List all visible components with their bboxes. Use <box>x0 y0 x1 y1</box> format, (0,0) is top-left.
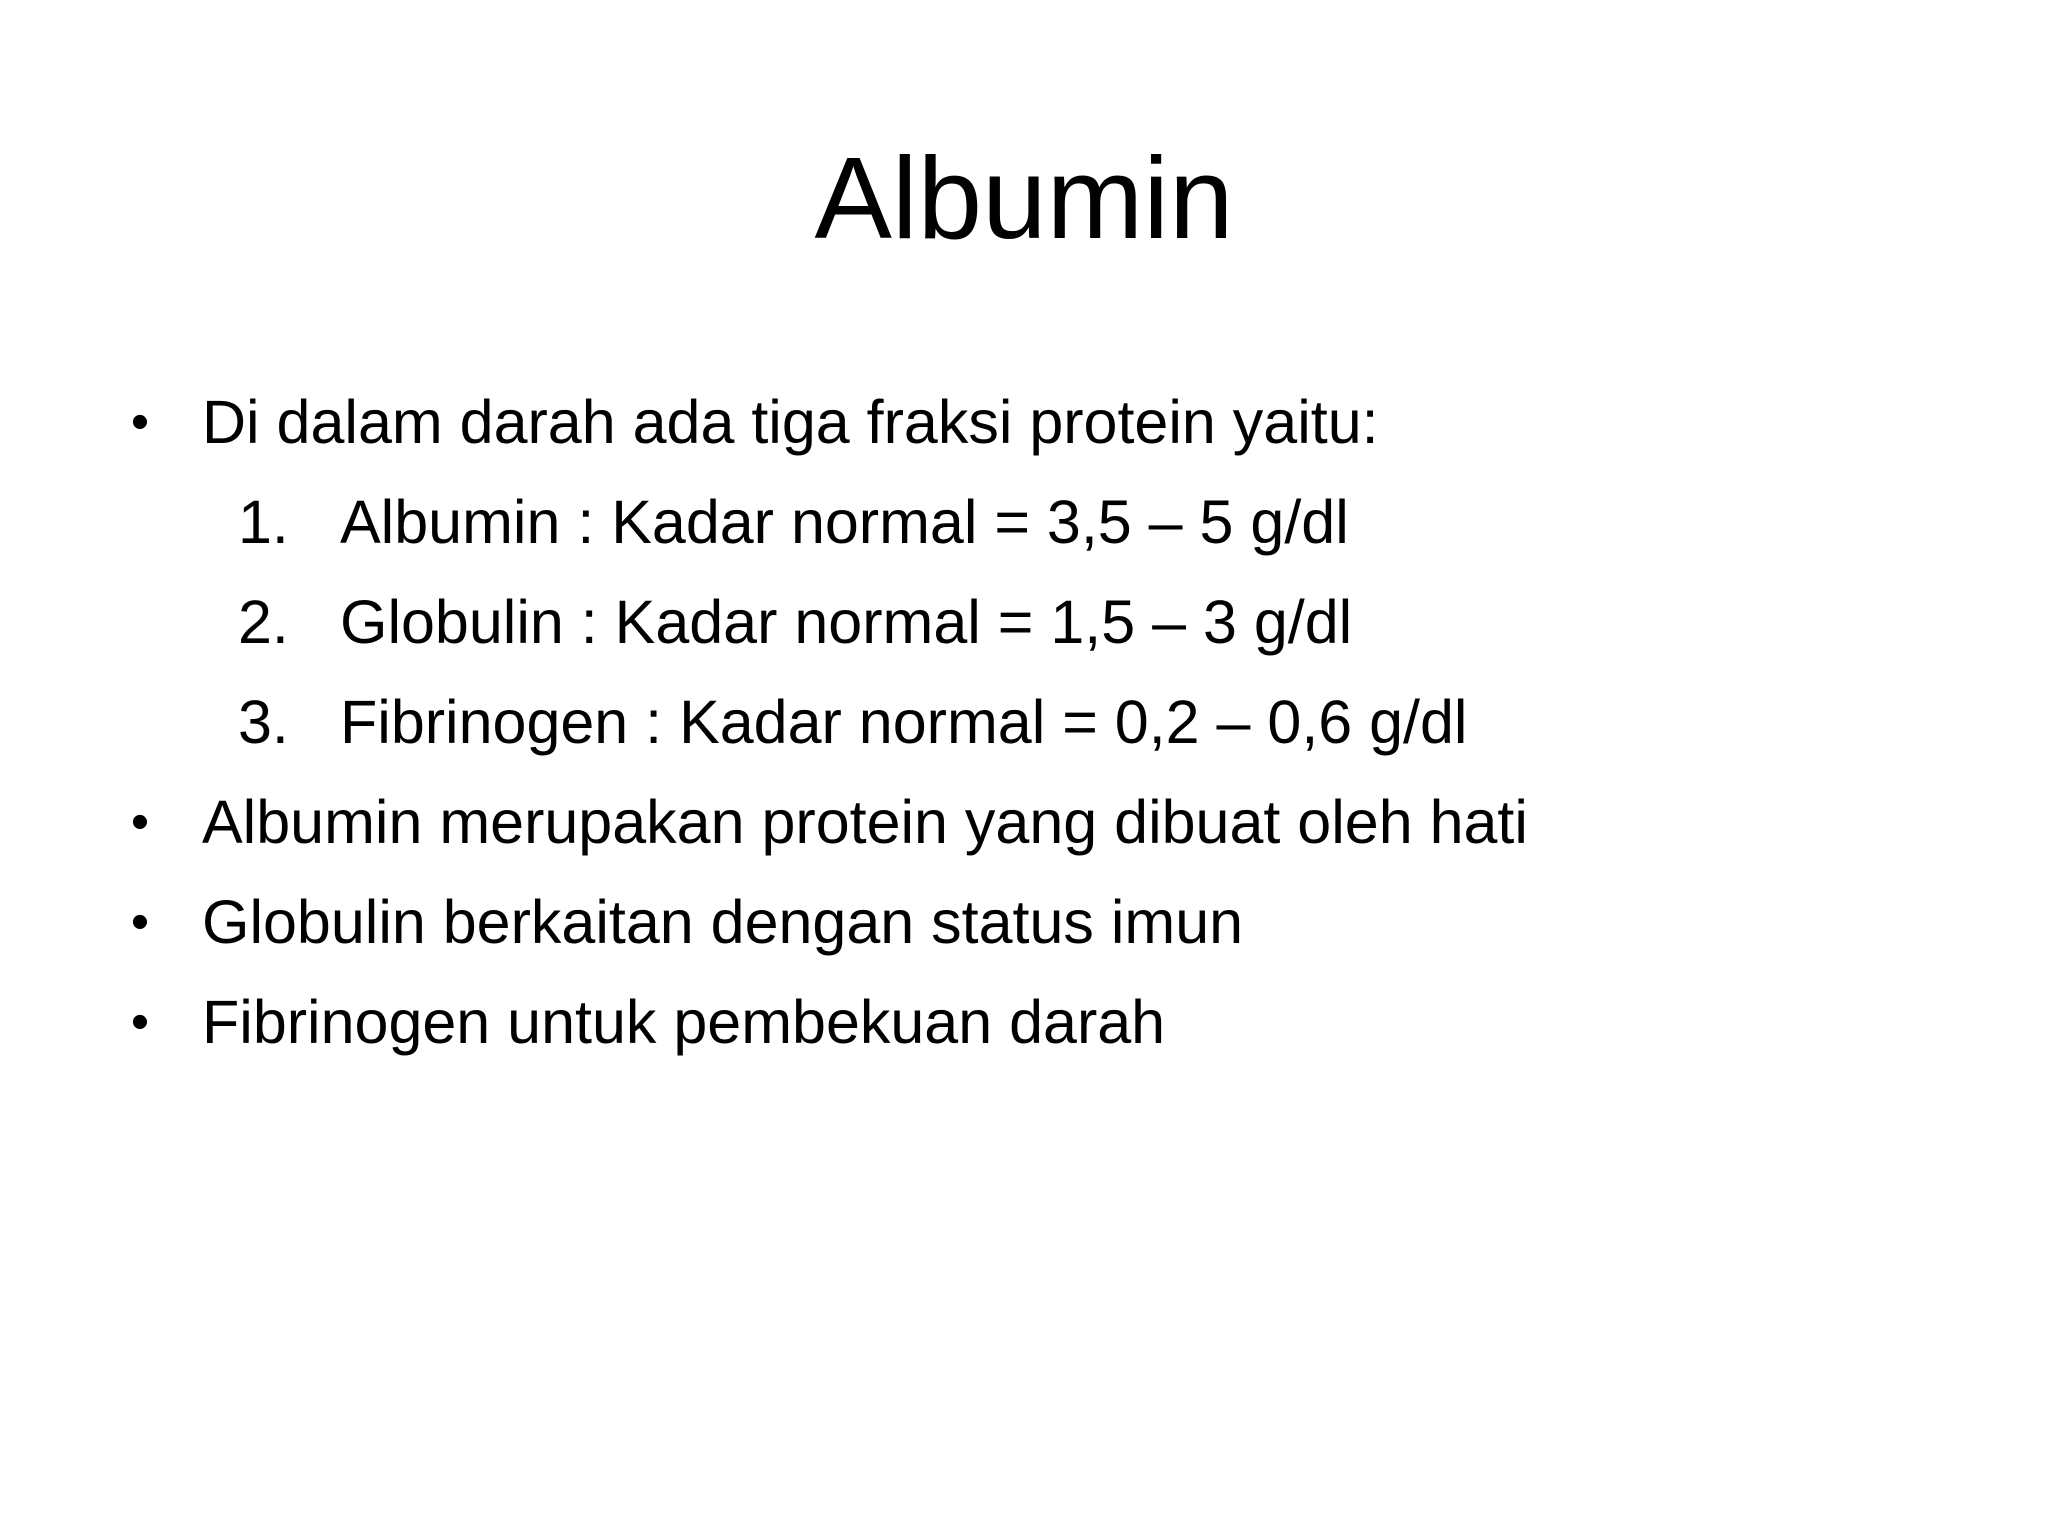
slide-title: Albumin <box>814 133 1234 263</box>
bullet-item <box>120 972 1960 1072</box>
bullet-icon: • <box>130 993 150 1051</box>
item-number: 3. <box>238 688 289 756</box>
item-number: 1. <box>238 488 289 556</box>
bullet-text-fibrinogen: Fibrinogen untuk pembekuan darah <box>202 988 1166 1056</box>
bullet-icon: • <box>130 893 150 951</box>
bullet-item <box>120 872 1960 972</box>
bullet-item <box>120 372 1960 472</box>
bullet-text-intro: Di dalam darah ada tiga fraksi protein yaitu: <box>202 388 1379 456</box>
bullet-icon: • <box>130 393 150 451</box>
item-text-fibrinogen: Fibrinogen : Kadar normal = 0,2 – 0,6 g/dl <box>340 688 1468 756</box>
bullet-item <box>120 772 1960 872</box>
bullet-text-albumin: Albumin merupakan protein yang dibuat oleh hati <box>202 788 1528 856</box>
numbered-item <box>120 472 1960 572</box>
item-text-albumin: Albumin : Kadar normal = 3,5 – 5 g/dl <box>340 488 1349 556</box>
numbered-item <box>120 572 1960 672</box>
slide-body <box>120 372 1960 1072</box>
bullet-icon: • <box>130 793 150 851</box>
numbered-item <box>120 672 1960 772</box>
bullet-text-globulin: Globulin berkaitan dengan status imun <box>202 888 1244 956</box>
item-number: 2. <box>238 588 289 656</box>
item-text-globulin: Globulin : Kadar normal = 1,5 – 3 g/dl <box>340 588 1353 656</box>
